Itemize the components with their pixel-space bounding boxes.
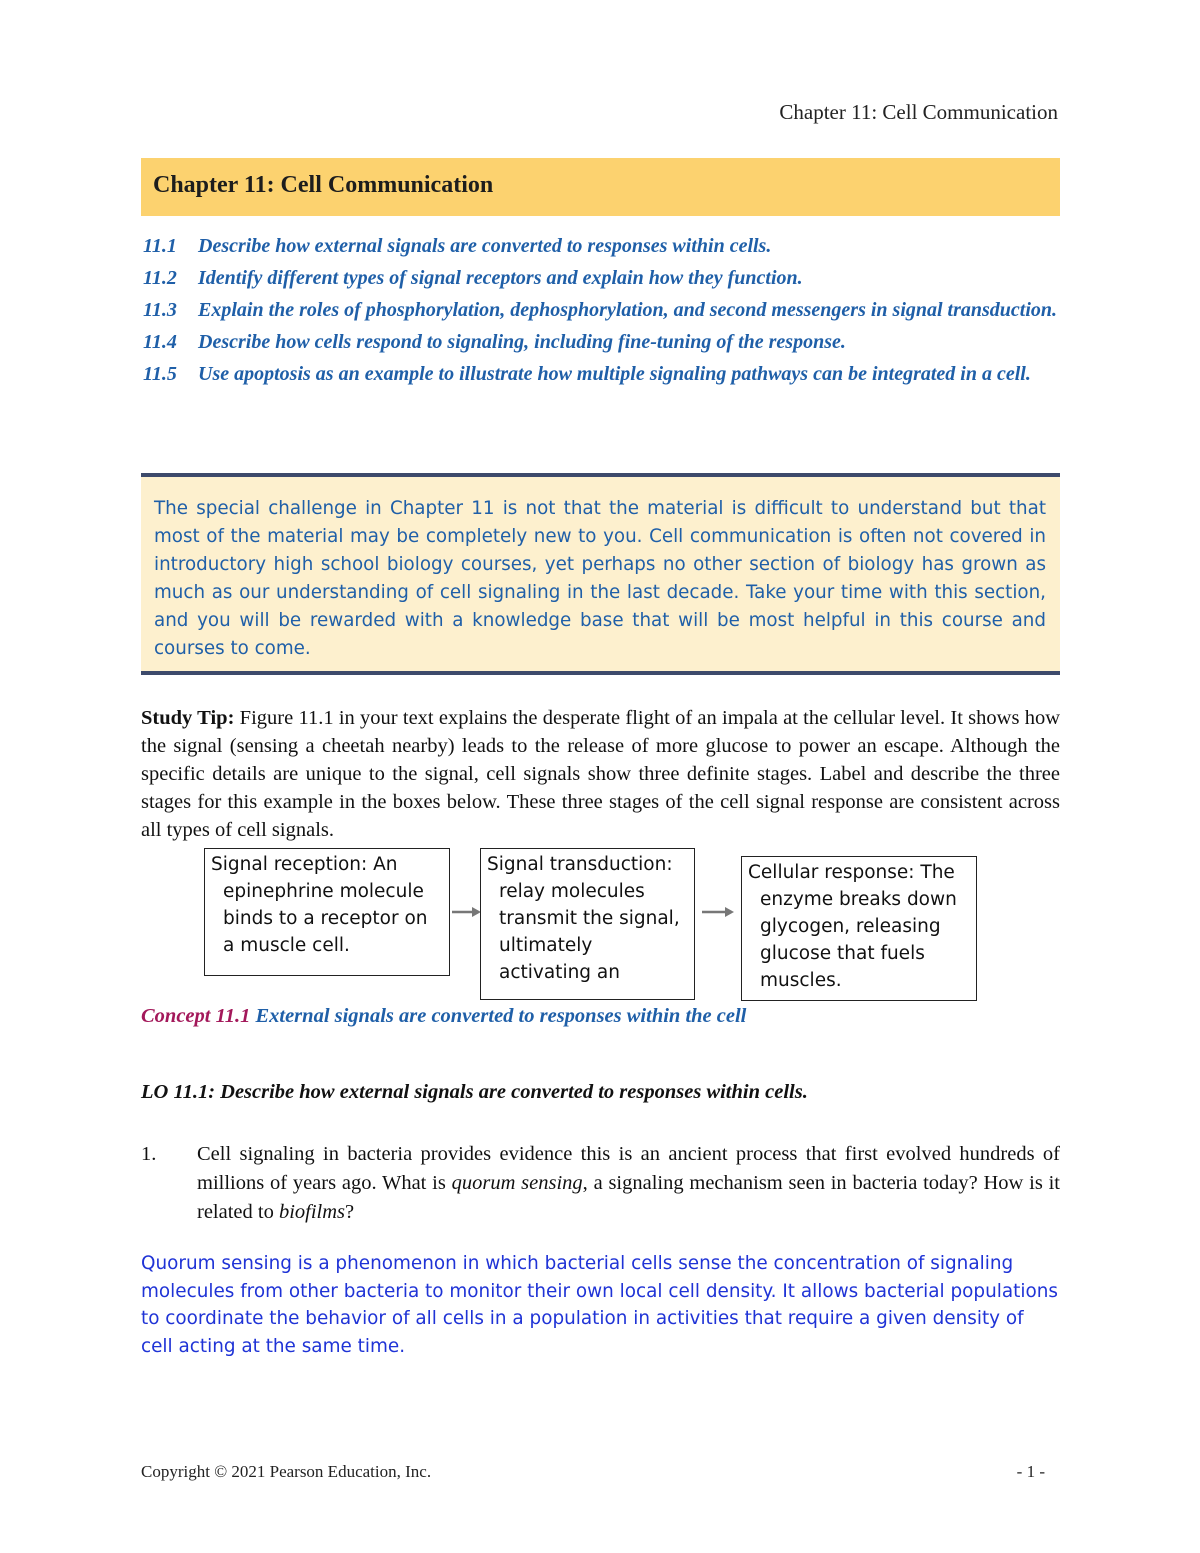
stage-line: epinephrine molecule [223, 881, 424, 902]
objective-number: 11.2 [143, 267, 177, 289]
study-tip-paragraph [141, 704, 1060, 844]
learning-objective-heading: LO 11.1: Describe how external signals are converted to responses within cells. [141, 1081, 808, 1103]
question-term: quorum sensing [451, 1172, 583, 1194]
chapter-title: Chapter 11: Cell Communication [153, 172, 494, 198]
concept-text: External signals are converted to responses within the cell [255, 1005, 747, 1027]
footer-copyright: Copyright © 2021 Pearson Education, Inc. [141, 1462, 432, 1481]
stage-line: a muscle cell. [223, 935, 350, 956]
study-tip-text: Figure 11.1 in your text explains the desperate flight of an impala at the cellular level. It shows how the signal (sensing a cheetah nearby) leads to the release of more glucose to power an escape. Although the specific details are unique to the signal, cell signals show three definite stages. Label and describe the three stages for this example in the boxes below. These three stages of the cell signal response are consistent across all types of cell signals. [141, 707, 1060, 841]
stage-line: ultimately [499, 935, 593, 956]
stage-line: Signal transduction: [487, 854, 673, 875]
chapter-title-band [141, 158, 1060, 216]
intro-callout-box [141, 473, 1060, 675]
question-item [141, 1140, 1060, 1227]
answer-text: Quorum sensing is a phenomenon in which bacterial cells sense the concentration of signaling molecules from other bacteria to monitor their own local cell density. It allows bacterial populations to coordinate the behavior of all cells in a population in activities that require a given density of cell acting at the same time. [141, 1253, 1058, 1357]
stage-line: Signal reception: An [211, 854, 398, 875]
arrow-right-icon [452, 902, 482, 922]
study-tip-label: Study Tip: [141, 707, 235, 729]
objective-item [143, 328, 1058, 356]
stage-line: activating an [499, 962, 620, 983]
objective-number: 11.5 [143, 363, 177, 385]
running-header: Chapter 11: Cell Communication [779, 100, 1058, 124]
objective-number: 11.3 [143, 299, 177, 321]
question-part: ? [345, 1201, 355, 1223]
objective-item [143, 296, 1058, 324]
objective-item [143, 232, 1058, 260]
objective-number: 11.1 [143, 235, 177, 257]
stage-box-reception [204, 848, 450, 976]
stage-line: Cellular response: The [748, 862, 955, 883]
intro-text: The special challenge in Chapter 11 is not that the material is difficult to understand but that most of the material may be completely new to you. Cell communication is often not covered in introductory high school biology courses, yet perhaps no other section of biology has grown as much as our understanding of cell signaling in the last decade. Take your time with this section, and you will be rewarded with a knowledge base that will be most helpful in this course and courses to come. [154, 498, 1046, 659]
objective-item [143, 360, 1058, 388]
objective-text: Describe how cells respond to signaling, including fine-tuning of the response. [198, 331, 846, 353]
objective-text: Use apoptosis as an example to illustrate how multiple signaling pathways can be integrated in a cell. [198, 363, 1031, 385]
question-term: biofilms [278, 1201, 346, 1223]
question-text [197, 1140, 1060, 1227]
stage-line: relay molecules [499, 881, 645, 902]
objective-text: Explain the roles of phosphorylation, dephosphorylation, and second messengers in signal transduction. [198, 299, 1058, 321]
objective-text: Identify different types of signal receptors and explain how they function. [198, 267, 803, 289]
question-part: Cell signaling in bacteria provides evidence this is an ancient process that first evolved hundreds of millions of years ago. What is [197, 1143, 1060, 1194]
question-number: 1. [141, 1143, 157, 1165]
stage-line: binds to a receptor on [223, 908, 428, 929]
objective-text: Describe how external signals are converted to responses within cells. [198, 235, 772, 257]
stage-line: enzyme breaks down [760, 889, 957, 910]
stage-line: glycogen, releasing [760, 916, 941, 937]
stage-line: muscles. [760, 970, 842, 991]
footer-page-number: - 1 - [1016, 1462, 1045, 1481]
concept-number: Concept 11.1 [141, 1005, 251, 1027]
concept-heading [141, 1005, 746, 1028]
stage-line: glucose that fuels [760, 943, 925, 964]
objective-number: 11.4 [143, 331, 177, 353]
stage-box-response [741, 856, 977, 1001]
objective-item [143, 264, 1058, 292]
arrow-right-icon [702, 902, 736, 922]
question-part: , a signaling mechanism seen in bacteria today? How is it related to [197, 1172, 1060, 1223]
learning-objectives-list [143, 232, 1058, 392]
stage-line: transmit the signal, [499, 908, 680, 929]
stage-box-transduction [480, 848, 695, 1000]
